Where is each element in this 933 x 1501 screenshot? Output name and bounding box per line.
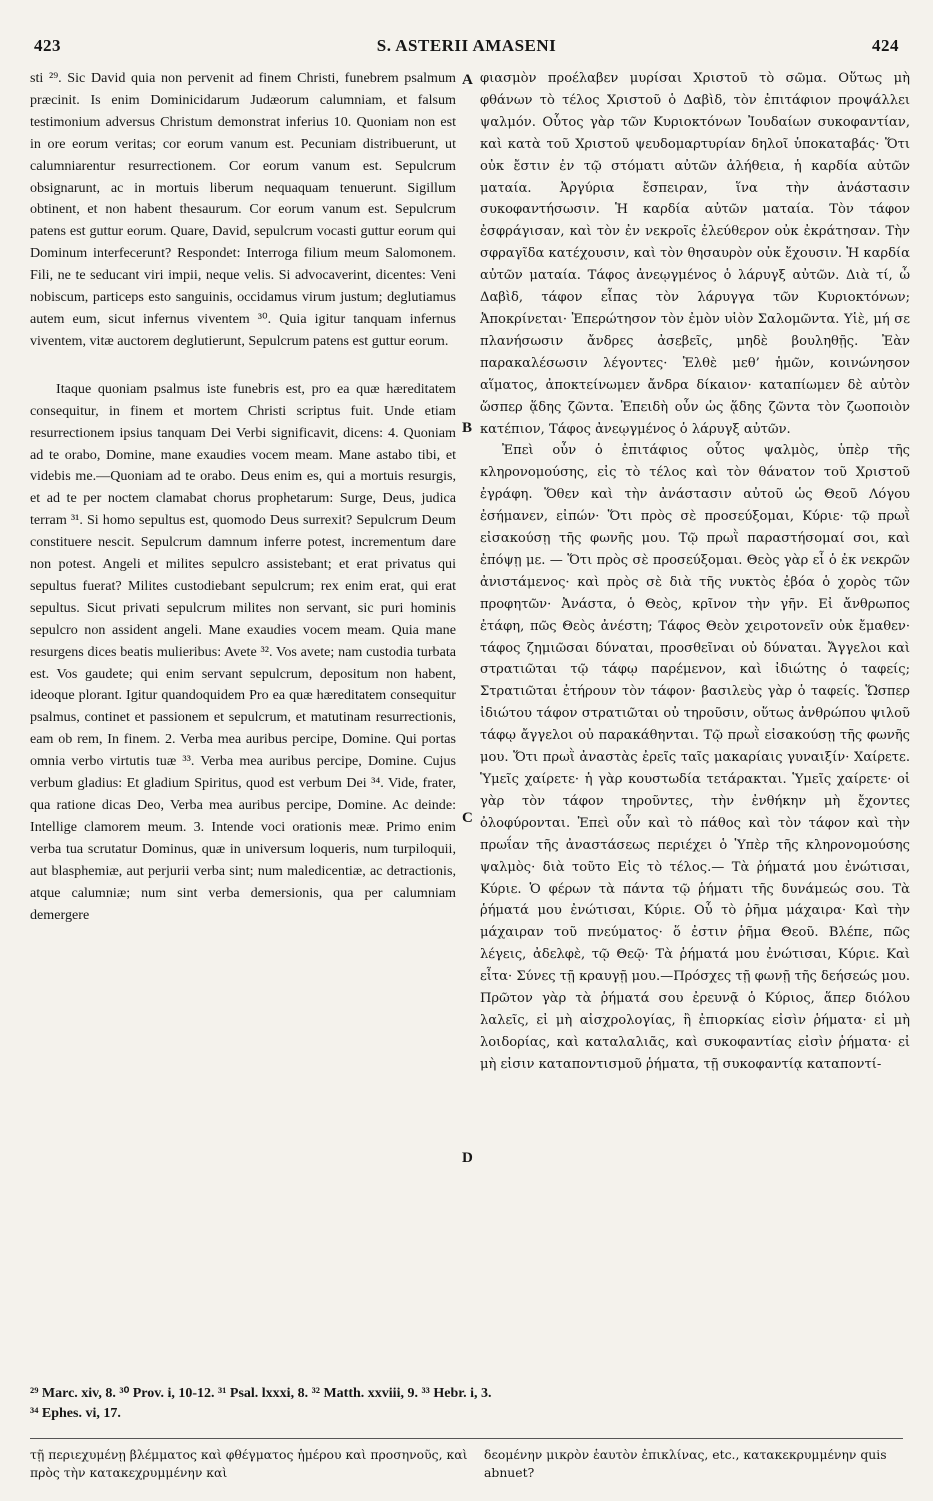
margin-marker-b: B	[462, 420, 473, 436]
running-header	[34, 36, 899, 64]
page-number-right: 424	[872, 36, 899, 55]
scripture-references	[30, 1384, 903, 1424]
reference-line-2: ³⁴ Ephes. vi, 17.	[30, 1406, 121, 1421]
running-title: S. ASTERII AMASENI	[376, 36, 557, 55]
latin-column	[30, 68, 456, 926]
greek-paragraph-2: Ἐπεὶ οὖν ὁ ἐπιτάφιος οὗτος ψαλμὸς, ὑπὲρ τῆς κληρονομούσης, εἰς τὸ τέλος καὶ τὸν θάνατον τοῦ Χριστοῦ ἐγράφη. Ὅθεν καὶ τὴν ἀνάστασιν αὐτοῦ ὡς Θεοῦ Λόγου ἐσήμανεν, εἰπών· Ὅτι πρὸς σὲ προσεύξομαι, Κύριε· τῷ πρωῒ εἰσακούσῃ τῆς φωνῆς μου. Τῷ πρωῒ παραστήσομαί σοι, καὶ ἐπόψῃ με. — Ὅτι πρὸς σὲ προσεύξομαι. Θεὸς γὰρ εἶ ὁ ἐκ νεκρῶν ἀνιστάμενος· καὶ πρὸς σὲ διὰ τῆς νυκτὸς ἐβόα ὁ χορὸς τῶν προφητῶν· Ἀνάστα, ὁ Θεὸς, κρῖνον τὴν γῆν. Εἰ ἄνθρωπος ἐτάφη, πῶς Θεὸς ἀνέστη; Τάφος Θεὸν χειροτονεῖν οὐκ ἔμαθεν· τάφος ζημιῶσαι δύναται, προσθεῖναι οὐ δύναται. Ἄγγελοι καὶ στρατιῶται τῷ τάφῳ παρέμενον, καὶ ἰδιώτης ὁ ταφείς; Στρατιῶται ἐτήρουν τὸν τάφον· βασιλεὺς γὰρ ὁ ταφείς. Ὥσπερ ἰδιώτου τάφον στρατιῶται οὐ τηροῦσιν, οὕτως ἀνθρώπου ψιλοῦ τάφῳ ἄγγελοι οὐ παρακάθηνται. Τῷ πρωῒ εἰσακούσῃ τῆς φωνῆς μου. Ὅτι πρωῒ ἀναστὰς ἐρεῖς ταῖς μακαρίαις γυναιξίν· Χαίρετε. Ὑμεῖς χαίρετε· ἡ γὰρ κουστωδία τετάρακται. Ὑμεῖς χαίρετε· οἱ γὰρ τὸν τάφον τηροῦντες, τὴν ἐνθήκην μὴ ἔχοντες ὀλοφύρονται. Ἐπεὶ οὖν καὶ τὸ πάθος καὶ τὸν τάφον καὶ τὴν πρωΐαν τῆς ἀναστάσεως περιέχει ὁ Ὑπὲρ τῆς κληρονομούσης ψαλμὸς· διὰ τοῦτο Εἰς τὸ τέλος.— Τὰ ῥήματά μου ἐνώτισαι, Κύριε. Ὁ φέρων τὰ πάντα τῷ ῥήματι τῆς δυνάμεώς σου. Τὰ ῥήματά μου ἐνώτισαι, Κύριε. Οὗ τὸ ῥῆμα μάχαιρα· Καὶ τὴν μάχαιραν τοῦ πνεύματος· ὅ ἐστιν ῥῆμα Θεοῦ. Βλέπε, πῶς λέγεις, ἀδελφὲ, τῷ Θεῷ· Τὰ ῥήματά μου ἐνώτισαι, Κύριε. Καὶ εἶτα· Σύνες τῇ κραυγῇ μου.—Πρόσχες τῇ φωνῇ τῆς δεήσεώς μου. Πρῶτον γὰρ τὰ ῥήματά σου ἐρευνᾷ ὁ Κύριος, ἅπερ διόλου λαλεῖς, εἰ μὴ αἰσχρολογίας, ἢ ἐπιορκίας εἰσὶν ῥήματα· εἰ μὴ λοιδορίας, καὶ καταλαλιᾶς, καὶ συκοφαντίας εἰσὶν ῥήματα· εἰ μὴ εἰσιν καταποντισμοῦ ῥήματα, τῇ συκοφαντίᾳ καταποντί-	[480, 443, 910, 1072]
footnote-right: δεομένην μικρὸν ἑαυτὸν ἐπικλίνας, etc., κατακεκρυμμένην quis abnuet?	[484, 1447, 887, 1480]
margin-marker-c: C	[462, 810, 473, 826]
greek-column	[480, 68, 910, 1076]
footnote-divider	[30, 1438, 903, 1439]
greek-paragraph-1: φιασμὸν προέλαβεν μυρίσαι Χριστοῦ τὸ σῶμα. Οὕτως μὴ φθάνων τὸ τέλος Χριστοῦ ὁ Δαβὶδ, τὸν ἐπιτάφιον προψάλλει ψαλμόν. Οὗτος γὰρ τῶν Κυριοκτόνων Ἰουδαίων συκοφαντίαν, καὶ κατὰ τοῦ Χριστοῦ ψευδομαρτυρίαν δηλοῖ ὑποκαταβάς· Ὅτι οὐκ ἔστιν ἐν τῷ στόματι αὐτῶν ἀλήθεια, ἡ καρδία αὐτῶν ματαία. Ἀργύρια ἔσπειραν, ἵνα τὴν ἀνάστασιν συκοφαντήσωσιν. Ἡ καρδία αὐτῶν ματαία. Τὸν τάφον ἐσφράγισαν, καὶ τὸν ἐν νεκροῖς ἐλεύθερον οὐκ ἐκράτησαν. Τὴν σφραγῖδα κατέχουσιν, καὶ τὸν θησαυρὸν οὐκ ἔχουσιν. Ἡ καρδία αὐτῶν ματαία. Τάφος ἀνεῳγμένος ὁ λάρυγξ αὐτῶν. Διὰ τί, ὦ Δαβὶδ, τάφον εἶπας τὸν λάρυγγα τῶν Κυριοκτόνων; Ἀποκρίνεται· Ἐπερώτησον τὸν ἐμὸν υἱὸν Σαλομῶντα. Υἱὲ, μή σε πλανήσωσιν ἄνδρες ἀσεβεῖς, μηδὲ βουληθῇς. Ἐὰν παρακαλέσωσιν λέγοντες· Ἐλθὲ μεθ’ ἡμῶν, κοινώνησον αἵματος, ἀποκτείνωμεν ἄνδρα δίκαιον· καταπίωμεν δὲ αὐτὸν ὥσπερ ᾅδης ζῶντα. Ἐπειδὴ οὖν ὡς ᾅδης ζῶντα τὸν ζωοποιὸν κατέπιον, Τάφος ἀνεῳγμένος ὁ λάρυγξ αὐτῶν.	[480, 71, 910, 437]
reference-line-1: ²⁹ Marc. xiv, 8. ³⁰ Prov. i, 10-12. ³¹ Psal. lxxxi, 8. ³² Matth. xxviii, 9. ³³ Hebr. i, 3.	[30, 1386, 492, 1401]
page-number-left: 423	[34, 36, 61, 55]
footnote-left: τῇ περιεχυμένῃ βλέμματος καὶ φθέγματος ἡμέρου καὶ προσηνοῦς, καὶ πρὸς τὴν κατακεχρυμμένην καὶ	[30, 1447, 468, 1480]
latin-paragraph-2: Itaque quoniam psalmus iste funebris est, pro ea quæ hæreditatem consequitur, in finem et mortem Christi scriptus fuit. Unde etiam resurrectionem ipsius tanquam Dei Verbi significavit, dicens: 4. Quoniam ad te orabo, Domine, mane exaudies vocem meam. Mane astabo tibi, et videbis me.—Quoniam ad te orabo. Deus enim es, qui a mortuis resurgis, et ad te per noctem clamabat chorus prophetarum: Surge, Deus, judica terram ³¹. Si homo sepultus est, quomodo Deus surrexit? Sepulcrum Deum constituere nescit. Sepulcrum damnum inferre potest, incrementum dare non potest. Angeli et milites sepulcro assistebant; et erat privatus qui sepultus fuerat? Milites custodiebant sepulcrum; rex enim erat, qui erat sepultus. Sicut privati sepulcrum milites non servant, sic puri hominis sepulcro non assident angeli. Mane exaudies vocem meam. Quia mane resurgens dices beatis mulieribus: Avete ³². Vos avete; nam custodia turbata est. Vos gaudete; qui enim servant sepulcrum, depositum non habent, ideoque plorant. Igitur quandoquidem Pro ea quæ hæreditatem consequitur psalmus, continet et passionem et sepulcrum, et matutinam resurrectionis, eam ob rem, In finem. 2. Verba mea auribus percipe, Domine. Qui portas omnia verbo virtutis tuæ ³³. Verba mea auribus percipe, Domine. Cujus verbum gladius: Et gladium Spiritus, quod est verbum Dei ³⁴. Vide, frater, qua ratione dicas Deo, Verba mea auribus percipe, Domine. Ac deinde: Intellige clamorem meum. 3. Intende voci orationis meæ. Primo enim verba tua scrutatur Dominus, quæ in universum loqueris, num turpiloquii, aut blasphemiæ, aut perjurii verba sint; num maledicentiæ, ac detractionis, atque calumniæ; num sint verba demersionis, qua per calumniam demergere	[30, 380, 456, 923]
margin-marker-a: A	[462, 72, 473, 88]
latin-paragraph-1: sti ²⁹. Sic David quia non pervenit ad finem Christi, funebrem psalmum præcinit. Is enim Dominicidarum Judæorum calumniam, et falsum testimonium adversus Christum demonstrat inferius 10. Quoniam non est in ore eorum veritas; cor eorum vanum est. Pecuniam distribuerunt, ut calumniarentur resurrectionem. Cor eorum vanum est. Sepulcrum obsignarunt, ac in mortuis liberum nequaquam tenuerunt. Sigillum obtinent, et non habent thesaurum. Cor eorum vanum est. Sepulcrum patens est guttur eorum. Quare, David, sepulcrum vocasti guttur eorum qui Dominum interfecerunt? Respondet: Interroga filium meum Salomonem. Fili, ne te seducant viri impii, neque velis. Si advocaverint, dicentes: Veni nobiscum, particeps esto sanguinis, occidamus virum justum; deglutiamus autem eum, sicut infernus viventem ³⁰. Quia igitur tanquam infernus viventem, vitæ auctorem deglutierunt, Sepulcrum patens est guttur eorum.	[30, 70, 456, 349]
margin-marker-d: D	[462, 1150, 473, 1166]
